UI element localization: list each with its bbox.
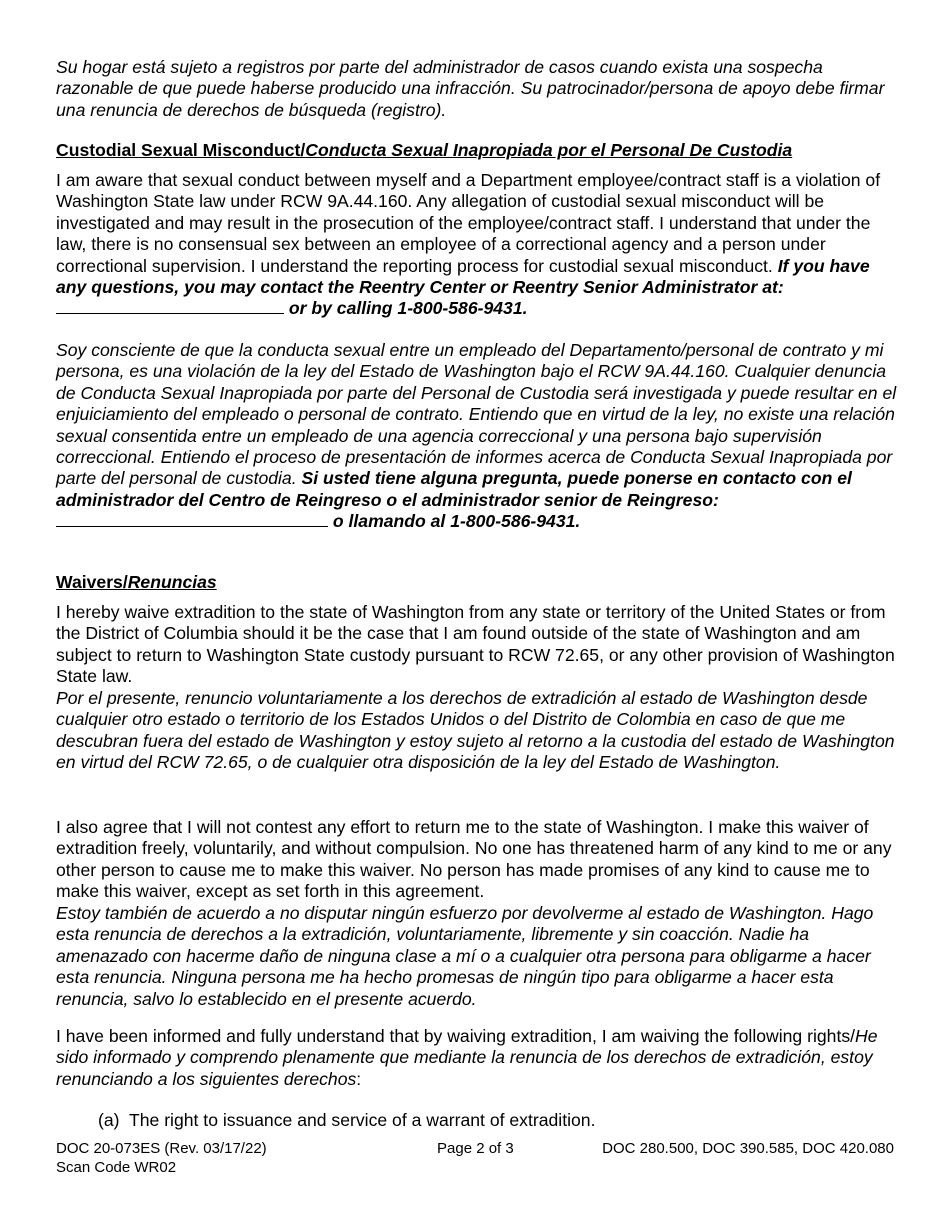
footer-page-number: Page 2 of 3 <box>437 1140 514 1157</box>
custodial-heading: Custodial Sexual Misconduct/Conducta Sexual Inapropiada por el Personal De Custodia <box>56 140 793 160</box>
intro-es-paragraph: Su hogar está sujeto a registros por parte del administrador de casos cuando exista una sospecha razonable de que puede haberse producido una infracción. Su patrocinador/persona de apoyo debe firmar una renuncia de derechos de búsqueda (registro). <box>56 57 885 120</box>
waivers-heading: Waivers/Renuncias <box>56 572 217 592</box>
custodial-es-paragraph: Soy consciente de que la conducta sexual entre un empleado del Departamento/personal de contrato y mi persona, es una violación de la ley del Estado de Washington bajo el RCW 9A.44.160. Cualquier denuncia de Conducta Sexual Inapropiada por parte del Personal de Custodia será investigada y puede resultar en el enjuiciamiento del empleado o personal de contrato. Entiendo que en virtud de la ley, no existe una relación sexual consentida entre un empleado de una agencia correccional y una persona bajo supervisión correccional. Entiendo el proceso de presentación de informes acerca de Conducta Sexual Inapropiada por parte del personal de custodia. Si usted tiene alguna pregunta, puede ponerse en contacto con el administrador del Centro de Reingreso o el administrador senior de Reingreso: o llamando al 1-800-586-9431. <box>56 340 897 532</box>
reentry-admin-blank[interactable] <box>56 299 284 314</box>
waiver-p1-es: Por el presente, renuncio voluntariamente a los derechos de extradición al estado de Washington desde cualquier otro estado o territorio de los Estados Unidos o del Distrito de Colombia en caso de que me descubran fuera del estado de Washington y estoy sujeto al retorno a la custodia del estado de Washington en virtud del RCW 72.65, o de cualquier otra disposición de la ley del Estado de Washington. <box>56 688 895 773</box>
waiver-p2-en: I also agree that I will not contest any effort to return me to the state of Washington. I make this waiver of extradition freely, voluntarily, and without compulsion. No one has threatened harm of any kind to me or any other person to cause me to make this waiver. No person has made promises of any kind to cause me to make this waiver, except as set forth in this agreement. <box>56 817 892 902</box>
footer-form-number: DOC 20-073ES (Rev. 03/17/22) <box>56 1140 267 1157</box>
waiver-item-a: (a) The right to issuance and service of a warrant of extradition. <box>98 1110 596 1130</box>
waiver-p2-es: Estoy también de acuerdo a no disputar ningún esfuerzo por devolverme al estado de Washington. Hago esta renuncia de derechos a la extradición, voluntariamente, libremente y sin coacción. Nadie ha amenazado con hacerme daño de ninguna clase a mí o a cualquier otra persona para obligarme a hacer esta renuncia. Ninguna persona me ha hecho promesas de ningún tipo para obligarme a hacer esta renuncia, salvo lo establecido en el presente acuerdo. <box>56 903 874 1009</box>
footer-scan-code: Scan Code WR02 <box>56 1159 177 1176</box>
waiver-p1-en: I hereby waive extradition to the state of Washington from any state or territory of the United States or from the District of Columbia should it be the case that I am found outside of the state of Washington and am subject to return to Washington State custody pursuant to RCW 72.65, or any other provision of Washington State law. <box>56 602 895 687</box>
reentry-admin-blank-es[interactable] <box>56 512 328 527</box>
custodial-en-paragraph: I am aware that sexual conduct between myself and a Department employee/contract staff is a violation of Washington State law under RCW 9A.44.160. Any allegation of custodial sexual misconduct will be investigated and may result in the prosecution of the employee/contract staff. I understand that under the law, there is no consensual sex between an employee of a correctional agency and a person under correctional supervision. I understand the reporting process for custodial sexual misconduct. If you have any questions, you may contact the Reentry Center or Reentry Senior Administrator at: or by calling 1-800-586-9431. <box>56 170 881 319</box>
waiver-p3: I have been informed and fully understand that by waiving extradition, I am waiving the following rights/He sido informado y comprendo plenamente que mediante la renuncia de los derechos de extradición, estoy renunciando a los siguientes derechos: <box>56 1026 878 1089</box>
footer-policies: DOC 280.500, DOC 390.585, DOC 420.080 <box>602 1140 894 1157</box>
